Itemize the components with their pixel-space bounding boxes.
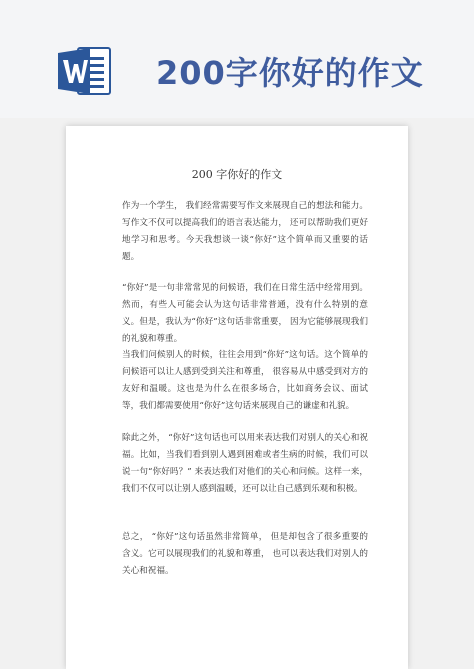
- paragraph: 除此之外， “你好”这句话也可以用来表达我们对别人的关心和祝福。比如，当我们看到别人遇到困难或者生病的时候，我们可以说一句“你好吗？” 来表达我们对他们的关心和问候。这样一来，我们不仅可以让别人感到温暖，还可以让自己感到乐观和积极。: [122, 433, 368, 494]
- header-banner: [0, 0, 474, 118]
- document-page: [66, 126, 408, 669]
- document-title: 200 字你好的作文: [191, 168, 283, 181]
- paragraph: 作为一个学生， 我们经常需要写作文来展现自己的想法和能力。写作文不仅可以提高我们的语言表达能力， 还可以帮助我们更好地学习和思考。今天我想谈一谈“你好”这个简单而又重要的话题。: [122, 201, 368, 262]
- page-title: 200字你好的作文: [156, 54, 424, 92]
- paragraph: 当我们问候别人的时候，往往会用到“你好”这句话。这个简单的问候语可以让人感到受到关注和尊重， 很容易从中感受到对方的友好和温暖。这也是为什么在很多场合，比如商务会议、面试等，我们都需要使用“你好”这句话来展现自己的谦虚和礼貌。: [122, 350, 368, 411]
- word-document-icon: [58, 44, 112, 98]
- paragraph: 总之， “你好”这句话虽然非常简单， 但是却包含了很多重要的含义。它可以展现我们的礼貌和尊重， 也可以表达我们对别人的关心和祝福。: [122, 532, 368, 576]
- paragraph: “你好”是一句非常常见的问候语，我们在日常生活中经常用到。然而，有些人可能会认为这句话非常普通，没有什么特别的意义。但是，我认为“你好”这句话非常重要， 因为它能够展现我们的礼貌和尊重。: [122, 283, 368, 344]
